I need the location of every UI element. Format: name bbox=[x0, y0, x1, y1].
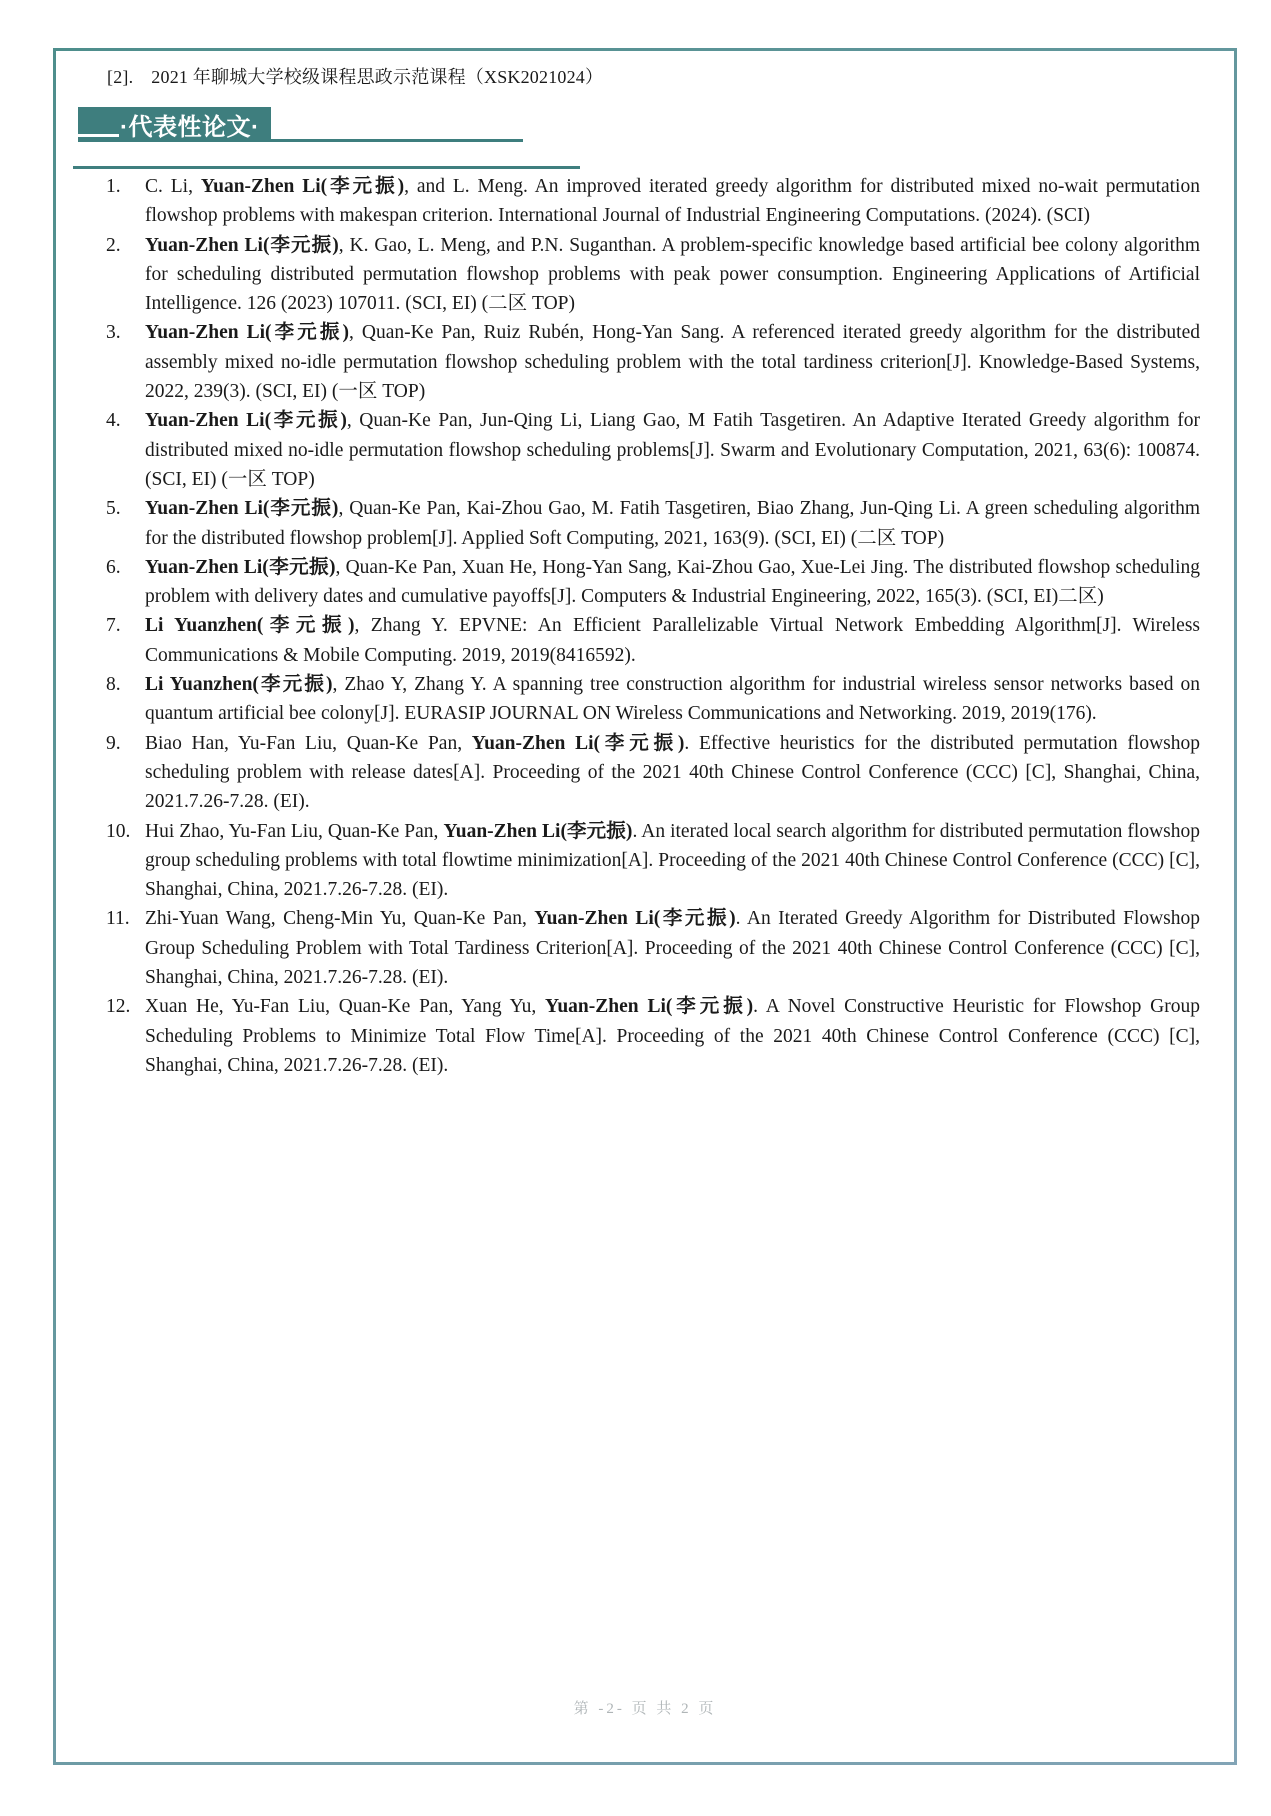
publication-item bbox=[104, 494, 1203, 553]
publication-number: 11. bbox=[106, 908, 130, 930]
publication-reference: Yuan-Zhen Li(李元振), Quan-Ke Pan, Jun-Qing Li, Liang Gao, M Fatih Tasgetiren. An Adaptive Iterated Greedy algorithm for distributed mixed no-idle permutation flowshop scheduling problems[J]. Swarm and Evolutionary Computation, 2021, 63(6): 100874. (SCI, EI) (一区 TOP) bbox=[145, 410, 1200, 490]
publication-number: 3. bbox=[106, 322, 121, 344]
section-title: ·代表性论文· bbox=[120, 113, 260, 141]
publication-reference: Biao Han, Yu-Fan Liu, Quan-Ke Pan, Yuan-Zhen Li(李元振). Effective heuristics for the distributed permutation flowshop scheduling problem with release dates[A]. Proceeding of the 2021 40th Chinese Control Conference (CCC) [C], Shanghai, China, 2021.7.26-7.28. (EI). bbox=[145, 732, 1200, 813]
publication-item bbox=[104, 611, 1203, 670]
publication-item bbox=[104, 172, 1203, 231]
publication-number: 6. bbox=[106, 556, 121, 578]
banner-underline bbox=[271, 139, 523, 142]
publication-reference: C. Li, Yuan-Zhen Li(李元振), and L. Meng. An improved iterated greedy algorithm for distributed mixed no-wait permutation flowshop problems with makespan criterion. International Journal of Industrial Engineering Computations. (2024). (SCI) bbox=[145, 176, 1200, 227]
page-border-frame bbox=[53, 48, 1237, 1765]
publication-item bbox=[104, 231, 1203, 319]
publication-reference: Hui Zhao, Yu-Fan Liu, Quan-Ke Pan, Yuan-Zhen Li(李元振). An iterated local search algorithm for distributed permutation flowshop group scheduling problems with total flowtime minimization[A]. Proceeding of the 2021 40th Chinese Control Conference (CCC) [C], Shanghai, China, 2021.7.26-7.28. (EI). bbox=[145, 820, 1200, 901]
publication-reference: Li Yuanzhen(李元振), Zhang Y. EPVNE: An Efficient Parallelizable Virtual Network Embedding Algorithm[J]. Wireless Communications & Mobile Computing. 2019, 2019(8416592). bbox=[145, 615, 1200, 666]
publication-reference: Xuan He, Yu-Fan Liu, Quan-Ke Pan, Yang Yu, Yuan-Zhen Li(李元振). A Novel Constructive Heuristic for Flowshop Group Scheduling Problems to Minimize Total Flow Time[A]. Proceeding of the 2021 40th Chinese Control Conference (CCC) [C], Shanghai, China, 2021.7.26-7.28. (EI). bbox=[145, 996, 1200, 1076]
publication-item bbox=[104, 318, 1203, 406]
publication-item bbox=[104, 406, 1203, 494]
publication-item bbox=[104, 553, 1203, 612]
publication-reference: Yuan-Zhen Li(李元振), Quan-Ke Pan, Ruiz Rubén, Hong-Yan Sang. A referenced iterated greedy algorithm for the distributed assembly mixed no-idle permutation flowshop scheduling problem with the total tardiness criterion[J]. Knowledge-Based Systems, 2022, 239(3). (SCI, EI) (一区 TOP) bbox=[145, 322, 1200, 403]
publication-item bbox=[104, 817, 1203, 905]
award-text: 2021 年聊城大学校级课程思政示范课程（XSK2021024） bbox=[151, 67, 604, 87]
award-line bbox=[107, 63, 603, 89]
publication-item bbox=[104, 904, 1203, 992]
publication-number: 2. bbox=[106, 234, 121, 256]
publication-list bbox=[104, 172, 1203, 1080]
publication-item bbox=[104, 992, 1203, 1080]
publication-number: 5. bbox=[106, 498, 121, 520]
publication-number: 4. bbox=[106, 410, 121, 432]
publication-reference: Li Yuanzhen(李元振), Zhao Y, Zhang Y. A spanning tree construction algorithm for industrial wireless sensor networks based on quantum artificial bee colony[J]. EURASIP JOURNAL ON Wireless Communications and Networking. 2019, 2019(176). bbox=[145, 674, 1201, 725]
page-footer: 第 -2- 页 共 2 页 bbox=[573, 1701, 717, 1717]
banner-white-dash bbox=[78, 134, 119, 137]
publication-reference: Yuan-Zhen Li(李元振), Quan-Ke Pan, Kai-Zhou Gao, M. Fatih Tasgetiren, Biao Zhang, Jun-Qing Li. A green scheduling algorithm for the distributed flowshop problem[J]. Applied Soft Computing, 2021, 163(9). (SCI, EI) (二区 TOP) bbox=[145, 498, 1200, 549]
publication-reference: Zhi-Yuan Wang, Cheng-Min Yu, Quan-Ke Pan, Yuan-Zhen Li(李元振). An Iterated Greedy Algorithm for Distributed Flowshop Group Scheduling Problem with Total Tardiness Criterion[A]. Proceeding of the 2021 40th Chinese Control Conference (CCC) [C], Shanghai, China, 2021.7.26-7.28. (EI). bbox=[145, 908, 1200, 989]
publication-number: 8. bbox=[106, 674, 121, 696]
publication-reference: Yuan-Zhen Li(李元振), Quan-Ke Pan, Xuan He, Hong-Yan Sang, Kai-Zhou Gao, Xue-Lei Jing. The distributed flowshop scheduling problem with delivery dates and cumulative payoffs[J]. Computers & Industrial Engineering, 2022, 165(3). (SCI, EI)二区) bbox=[145, 556, 1200, 608]
publication-reference: Yuan-Zhen Li(李元振), K. Gao, L. Meng, and P.N. Suganthan. A problem-specific knowledge based artificial bee colony algorithm for scheduling distributed permutation flowshop problems with peak power consumption. Engineering Applications of Artificial Intelligence. 126 (2023) 107011. (SCI, EI) (二区 TOP) bbox=[145, 234, 1200, 315]
award-index: [2]. bbox=[107, 67, 134, 87]
publication-number: 12. bbox=[106, 996, 131, 1018]
publication-item bbox=[104, 729, 1203, 817]
publication-number: 10. bbox=[106, 820, 131, 842]
section-divider-line bbox=[73, 166, 580, 169]
publication-item bbox=[104, 670, 1203, 729]
publication-number: 1. bbox=[106, 176, 121, 197]
section-title-banner bbox=[78, 107, 271, 142]
publication-number: 7. bbox=[106, 615, 121, 637]
publication-number: 9. bbox=[106, 732, 121, 754]
